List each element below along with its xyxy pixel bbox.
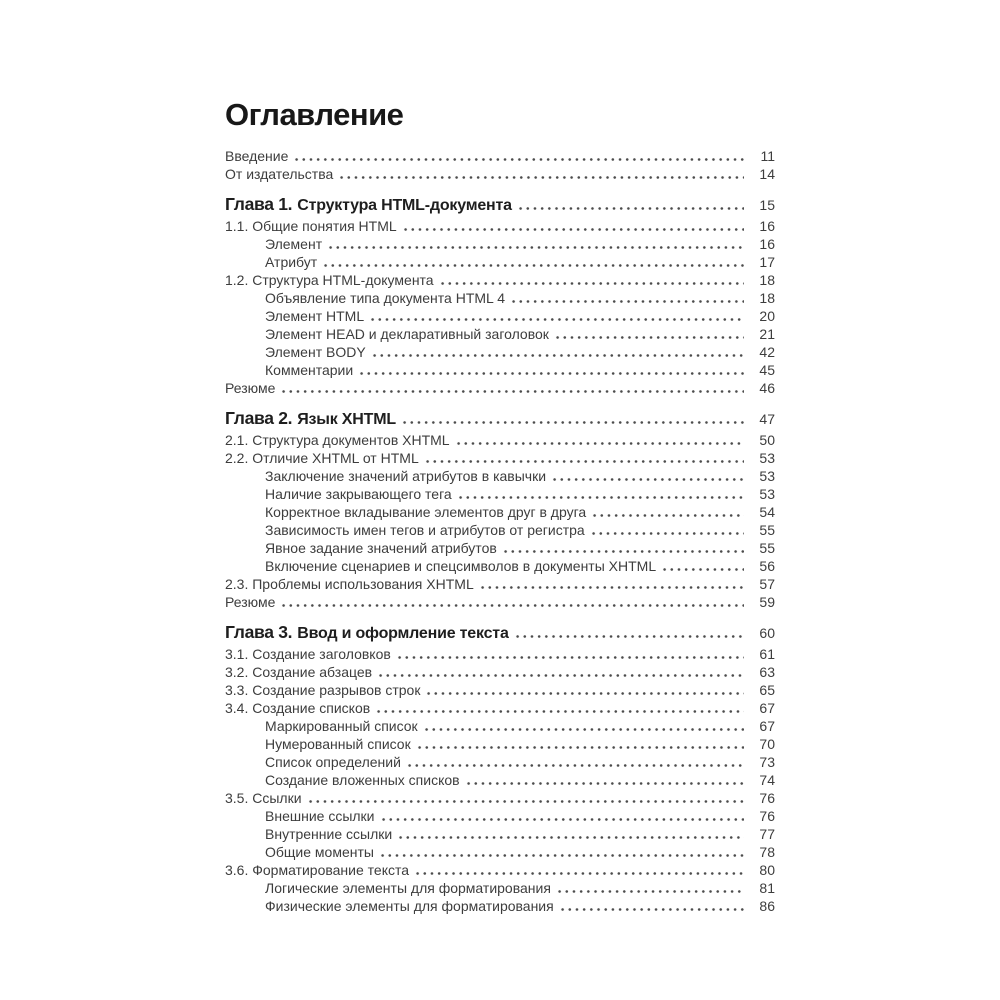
toc-entry [225, 898, 775, 916]
dot-leader [551, 478, 744, 481]
toc-entry-label: Элемент HTML [265, 308, 365, 324]
toc-entry [225, 682, 775, 700]
toc-entry-label: 2.1. Структура документов XHTML [225, 432, 450, 448]
toc-entry-label: Заключение значений атрибутов в кавычки [265, 468, 547, 484]
dot-leader [280, 390, 744, 393]
toc-entry [225, 558, 775, 576]
toc-entry-label: Элемент [265, 236, 323, 252]
dot-leader [424, 460, 744, 463]
toc-chapter-heading [225, 622, 775, 646]
toc-entry [225, 504, 775, 522]
toc-entry [225, 540, 775, 558]
page-number: 17 [759, 254, 775, 270]
toc-entry [225, 522, 775, 540]
dot-leader [517, 207, 744, 210]
toc-entry [225, 718, 775, 736]
page-number: 16 [759, 218, 775, 234]
page-number: 11 [760, 148, 775, 164]
dot-leader [479, 586, 744, 589]
toc-entry-label: 3.1. Создание заголовков [225, 646, 391, 662]
dot-leader [661, 568, 744, 571]
toc-entry [225, 664, 775, 682]
page-title: Оглавление [225, 97, 404, 132]
dot-leader [322, 264, 744, 267]
toc-entry-label: Список определений [265, 754, 401, 770]
toc-entry-label: Маркированный список [265, 718, 418, 734]
toc-entry [225, 308, 775, 326]
toc-entry [225, 826, 775, 844]
dot-leader [327, 246, 744, 249]
toc-entry-label: Внешние ссылки [265, 808, 375, 824]
toc-entry [225, 468, 775, 486]
toc-entry-label: 3.2. Создание абзацев [225, 664, 373, 680]
dot-leader [556, 890, 744, 893]
page-number: 20 [759, 308, 775, 324]
toc-entry [225, 576, 775, 594]
book-toc-page [225, 98, 775, 916]
toc-entry-label: 1.2. Структура HTML-документа [225, 272, 434, 288]
dot-leader [502, 550, 744, 553]
toc-entry [225, 272, 775, 290]
page-number: 15 [759, 197, 775, 213]
page-number: 21 [759, 326, 775, 342]
toc-entry-label: Общие моменты [265, 844, 374, 860]
page-number: 60 [759, 625, 775, 641]
dot-leader [379, 854, 744, 857]
toc-entry [225, 380, 775, 398]
chapter-number-label: Глава 2. [225, 408, 293, 428]
dot-leader [375, 710, 744, 713]
toc-entry-label: Атрибут [265, 254, 318, 270]
toc-entry [225, 326, 775, 344]
page-number: 53 [759, 468, 775, 484]
toc-entry-label: Ввод и оформление текста [297, 625, 509, 642]
toc-entry [225, 148, 775, 166]
toc-entry [225, 254, 775, 272]
page-number: 59 [759, 594, 775, 610]
toc-entry-label: 3.6. Форматирование текста [225, 862, 410, 878]
dot-leader [416, 746, 744, 749]
page-number: 55 [759, 522, 775, 538]
page-number: 47 [759, 411, 775, 427]
page-number: 14 [759, 166, 775, 182]
dot-leader [402, 228, 744, 231]
toc-entry-label: Явное задание значений атрибутов [265, 540, 497, 556]
toc-chapter-heading [225, 408, 775, 432]
dot-leader [377, 674, 744, 677]
toc-entry-label: Логические элементы для форматирования [265, 880, 551, 896]
toc-entry [225, 450, 775, 468]
page-number: 67 [759, 700, 775, 716]
dot-leader [371, 354, 744, 357]
toc-entry-label: 2.3. Проблемы использования XHTML [225, 576, 474, 592]
toc-entry-label: Элемент HEAD и декларативный заголовок [265, 326, 549, 342]
toc-entry [225, 486, 775, 504]
toc-entry [225, 808, 775, 826]
toc-entry [225, 594, 775, 612]
toc-entry [225, 862, 775, 880]
page-number: 45 [759, 362, 775, 378]
dot-leader [293, 158, 744, 161]
toc-entry-label: Резюме [225, 594, 276, 610]
toc-entry [225, 844, 775, 862]
toc-entry-label: Резюме [225, 380, 276, 396]
dot-leader [414, 872, 744, 875]
dot-leader [554, 336, 744, 339]
toc-entry [225, 218, 775, 236]
dot-leader [457, 496, 744, 499]
dot-leader [369, 318, 744, 321]
dot-leader [307, 800, 744, 803]
toc-entry-label: Создание вложенных списков [265, 772, 460, 788]
page-number: 50 [759, 432, 775, 448]
dot-leader [396, 656, 744, 659]
toc-entry-label: 3.5. Ссылки [225, 790, 302, 806]
toc-entry [225, 236, 775, 254]
toc-list [225, 148, 775, 916]
toc-chapter-heading [225, 194, 775, 218]
dot-leader [338, 176, 744, 179]
page-number: 78 [759, 844, 775, 860]
page-number: 18 [759, 290, 775, 306]
toc-entry [225, 880, 775, 898]
toc-entry-label: От издательства [225, 166, 334, 182]
dot-leader [380, 818, 745, 821]
page-number: 67 [759, 718, 775, 734]
dot-leader [358, 372, 744, 375]
toc-entry [225, 432, 775, 450]
page-number: 80 [759, 862, 775, 878]
page-number: 61 [759, 646, 775, 662]
toc-entry-label: Зависимость имен тегов и атрибутов от регистра [265, 522, 585, 538]
toc-entry-label: 1.1. Общие понятия HTML [225, 218, 397, 234]
dot-leader [406, 764, 744, 767]
dot-leader [590, 532, 744, 535]
dot-leader [514, 635, 744, 638]
toc-entry [225, 362, 775, 380]
page-number: 73 [759, 754, 775, 770]
toc-entry [225, 344, 775, 362]
page-number: 56 [759, 558, 775, 574]
dot-leader [423, 728, 744, 731]
toc-entry-label: 2.2. Отличие XHTML от HTML [225, 450, 419, 466]
page-number: 55 [759, 540, 775, 556]
dot-leader [425, 692, 744, 695]
page-number: 70 [759, 736, 775, 752]
toc-entry-label: 3.4. Создание списков [225, 700, 371, 716]
page-number: 53 [759, 486, 775, 502]
toc-entry [225, 290, 775, 308]
dot-leader [401, 421, 744, 424]
dot-leader [510, 300, 744, 303]
toc-entry [225, 772, 775, 790]
toc-entry-label: Внутренние ссылки [265, 826, 393, 842]
toc-entry-label: Введение [225, 148, 289, 164]
toc-entry-label: Язык XHTML [297, 411, 396, 428]
toc-entry [225, 754, 775, 772]
page-number: 74 [759, 772, 775, 788]
toc-entry-label: Включение сценариев и спецсимволов в документы XHTML [265, 558, 657, 574]
toc-entry [225, 646, 775, 664]
toc-entry-label: Корректное вкладывание элементов друг в друга [265, 504, 587, 520]
page-number: 18 [759, 272, 775, 288]
chapter-number-label: Глава 1. [225, 194, 293, 214]
page-number: 57 [759, 576, 775, 592]
chapter-number-label: Глава 3. [225, 622, 293, 642]
toc-entry-label: Комментарии [265, 362, 354, 378]
page-number: 77 [759, 826, 775, 842]
toc-entry-label: Объявление типа документа HTML 4 [265, 290, 505, 306]
page-number: 86 [759, 898, 775, 914]
page-number: 65 [759, 682, 775, 698]
dot-leader [465, 782, 744, 785]
toc-entry [225, 790, 775, 808]
toc-entry-label: Наличие закрывающего тега [265, 486, 452, 502]
toc-entry-label: Структура HTML-документа [297, 197, 512, 214]
page-number: 42 [759, 344, 775, 360]
page-number: 46 [759, 380, 775, 396]
page-number: 63 [759, 664, 775, 680]
page-number: 76 [759, 808, 775, 824]
page-number: 81 [759, 880, 775, 896]
dot-leader [280, 604, 744, 607]
dot-leader [397, 836, 744, 839]
toc-entry [225, 736, 775, 754]
page-number: 53 [759, 450, 775, 466]
page-number: 16 [759, 236, 775, 252]
page-number: 54 [759, 504, 775, 520]
dot-leader [439, 282, 744, 285]
page-number: 76 [759, 790, 775, 806]
toc-entry-label: Элемент BODY [265, 344, 366, 360]
toc-entry-label: 3.3. Создание разрывов строк [225, 682, 421, 698]
toc-entry [225, 700, 775, 718]
toc-entry [225, 166, 775, 184]
dot-leader [455, 442, 744, 445]
toc-entry-label: Физические элементы для форматирования [265, 898, 554, 914]
dot-leader [559, 908, 744, 911]
toc-entry-label: Нумерованный список [265, 736, 411, 752]
dot-leader [591, 514, 744, 517]
